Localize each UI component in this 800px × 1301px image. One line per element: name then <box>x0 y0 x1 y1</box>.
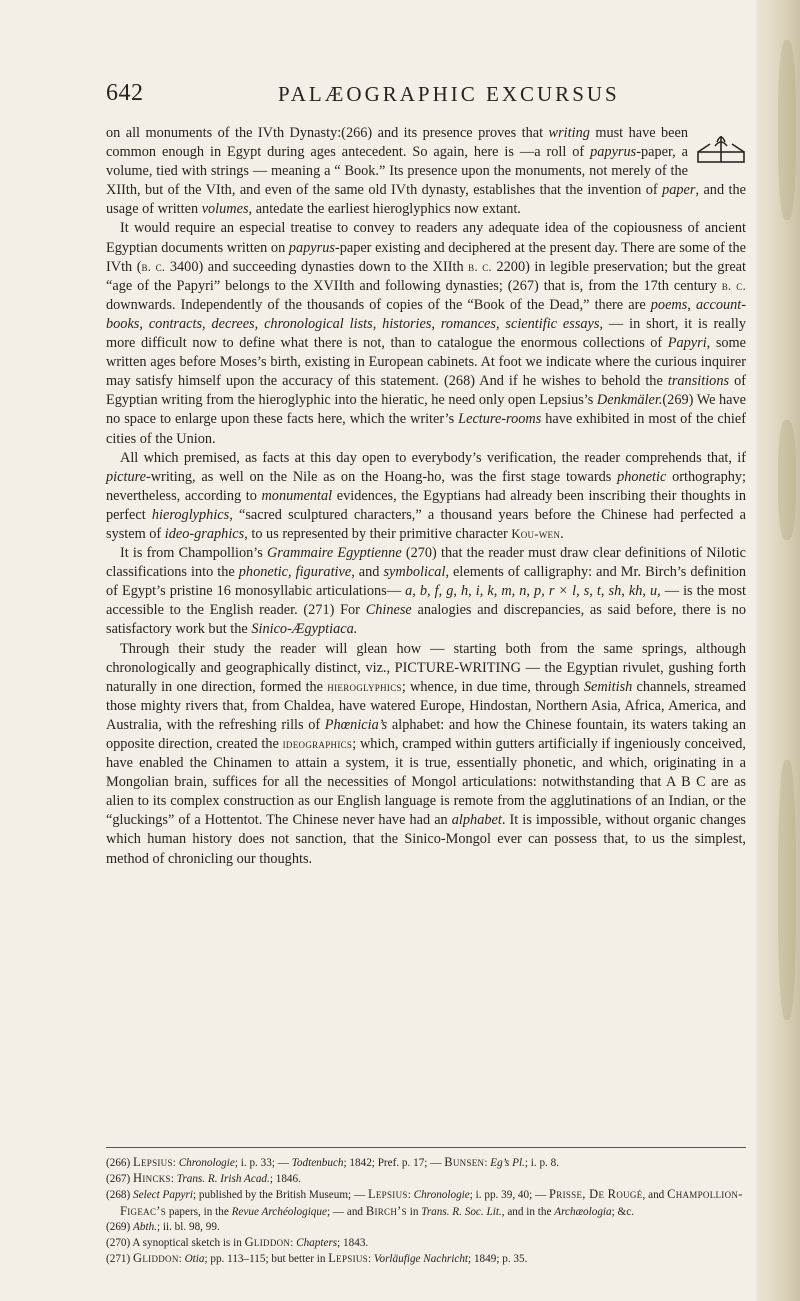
text-run: : <box>290 1237 297 1250</box>
text-run: (267) <box>106 1173 134 1186</box>
italic-text: phonetic, figurative <box>238 564 352 581</box>
text-run: ; which, cramped within gutters artificially if ingeniously conceived, have enabled the Chinamen to attain a system, it is true, essentially phonetic, and which, originating in a Mongolian brain, suffices for all the necessities of Mongol articulations: notwithstanding that A B C are as alien to its complex construction as our English language is remote from the agglutinations of an Indian, or the “gluckings” of a Hottentot. The Chinese never have had an <box>106 736 746 829</box>
text-run: : <box>484 1157 491 1169</box>
small-caps-text: Lepsius <box>328 1251 368 1266</box>
paragraph <box>106 449 746 544</box>
text-run: ; 1842; Pref. p. 17; — <box>343 1157 445 1169</box>
text-run: ; published by the British Museum; — <box>192 1189 368 1202</box>
italic-text: hieroglyphics <box>151 506 230 523</box>
text-run: , and the usage of written <box>106 182 746 218</box>
italic-text: Select Papyri <box>133 1189 193 1202</box>
italic-text: symbolical <box>383 564 446 581</box>
small-caps-text: Gliddon <box>244 1235 291 1250</box>
running-title: PALÆOGRAPHIC EXCURSUS <box>278 82 620 106</box>
text-run: evidences, the Egyptians had already been inscribing their thoughts in perfect <box>106 487 746 523</box>
text-run: ; ii. bl. 98, 99. <box>156 1220 220 1233</box>
edge-stain <box>778 420 796 540</box>
italic-text: poems, account-books, contracts, decrees, chronological lists, histories, romances, scientific essays, <box>106 296 746 332</box>
footnote-rule <box>106 1147 746 1148</box>
text-run: (270) A synoptical sketch is in <box>106 1237 245 1250</box>
text-run: channels, streamed those mighty rivers that, from Chaldea, have watered Europe, Hindostan, Northern Asia, Africa, America, and Australia, with the refreshing rills of <box>106 678 747 733</box>
text-run: on all monuments of the IVth Dynasty:(266) and its presence proves that <box>106 125 549 141</box>
italic-text: Grammaire Egyptienne <box>266 545 402 562</box>
text-run: 2200) in legible preservation; but the great “age of the Papyri” belongs to the XVIIth and following dynasties; (267) that is, from the 17th century <box>106 258 746 294</box>
text-run: It would require an especial treatise to convey to readers any adequate idea of the copiousness of ancient Egyptian documents written on <box>106 220 746 256</box>
italic-text: picture <box>106 468 146 485</box>
small-caps-text: b. c. <box>468 259 492 274</box>
small-caps-text: Hincks <box>133 1171 171 1186</box>
footnote <box>106 1251 746 1267</box>
footnotes <box>106 1155 746 1267</box>
text-run: : <box>367 1253 374 1266</box>
text-run: ; 1849; p. 35. <box>468 1253 528 1266</box>
text-run: — in short, it is really more difficult now to define what there is not, than to catalogue the enormous collections of <box>106 315 746 352</box>
text-run: : <box>178 1253 185 1266</box>
text-run: , elements of calligraphy: and Mr. Birch’s definition of Egypt’s pristine 16 monosyllabic articulations— <box>106 564 746 600</box>
paragraph <box>106 640 746 869</box>
text-run: must have been common enough in Egypt during ages antecedent. So again, here is —a roll of <box>106 125 688 161</box>
text-run: ; 1846. <box>269 1173 301 1186</box>
small-caps-text: Champollion-Figeac’s <box>120 1187 743 1218</box>
text-run: — is the most accessible to the English reader. (271) For <box>106 583 746 619</box>
text-run: , and <box>642 1189 668 1202</box>
small-caps-text: Bunsen <box>444 1155 485 1169</box>
italic-text: papyrus <box>590 144 637 161</box>
small-caps-text: hieroglyphics <box>327 679 402 694</box>
footnote <box>106 1187 746 1219</box>
text-run: -paper, a volume, tied with strings — meaning a “ Book.” Its presence upon the monuments, not merely of the XIIth, but of the VIth, and even of the same old IVth dynasty, establishes that the invention of <box>106 144 688 199</box>
italic-text: Chronologie <box>178 1157 235 1169</box>
text-run: alphabet: and how the Chinese fountain, its waters taking an opposite direction, created the <box>106 716 746 752</box>
italic-text: Otia <box>184 1253 205 1266</box>
paragraph-container <box>106 124 746 869</box>
italic-text: Sinico-Ægyptiaca. <box>251 621 358 638</box>
text-run: (266) <box>106 1157 134 1169</box>
italic-text: Papyri <box>667 335 707 352</box>
italic-text: monumental <box>261 487 333 504</box>
page-edge <box>756 0 800 1301</box>
italic-text: phonetic <box>617 468 667 485</box>
footnote <box>106 1171 746 1187</box>
text-run: ; &c. <box>611 1205 635 1218</box>
edge-stain <box>778 760 796 1020</box>
italic-text: Chinese <box>365 602 412 619</box>
page-number: 642 <box>106 80 144 106</box>
text-run: ; pp. 113–115; but better in <box>204 1253 329 1266</box>
small-caps-text: Lepsius <box>133 1155 173 1169</box>
text-run: downwards. Independently of the thousands of copies of the “Book of the Dead,” there are <box>106 296 651 313</box>
text-run: ; i. p. 8. <box>524 1157 560 1169</box>
text-run: have exhibited in most of the chief cities of the Union. <box>106 411 746 447</box>
text-run: , antedate the earliest hieroglyphics now extant. <box>248 201 521 218</box>
italic-text: Chapters <box>296 1237 338 1250</box>
text-run: ; 1843. <box>337 1237 369 1250</box>
text-run: 3400) and succeeding dynasties down to the XIIth <box>165 258 469 275</box>
text-run: . It is impossible, without organic changes which human history does not sanction, that the Sinico-Mongol ever can possess that, to us the simplest, method of chronicling our thoughts. <box>106 812 746 867</box>
page-header <box>106 80 746 120</box>
text-run: , and in the <box>501 1205 555 1218</box>
small-caps-text: Birch’s <box>365 1203 407 1218</box>
italic-text: Revue Archéologique <box>231 1205 327 1218</box>
text-run: papers, in the <box>166 1205 232 1218</box>
italic-text: alphabet <box>451 812 502 829</box>
edge-stain <box>778 40 796 220</box>
papyrus-roll-hieroglyph-icon <box>696 130 746 164</box>
text-run: All which premised, as facts at this day open to everybody’s verification, the reader comprehends that, if <box>120 449 746 466</box>
italic-text: paper <box>662 182 696 199</box>
body-text <box>106 124 746 869</box>
small-caps-text: Lepsius <box>367 1187 408 1202</box>
italic-text: Eg’s Pl. <box>490 1157 525 1169</box>
italic-text: Phœnicia’s <box>324 716 388 733</box>
paragraph <box>106 124 746 219</box>
italic-text: Archæologia <box>554 1205 612 1218</box>
footnote <box>106 1235 746 1251</box>
italic-text: Trans. R. Soc. Lit. <box>421 1205 502 1218</box>
text-run: orthography; nevertheless, according to <box>106 468 746 504</box>
text-run: ; i. pp. 39, 40; — <box>469 1189 550 1202</box>
text-run: It is from Champollion’s <box>120 545 267 562</box>
italic-text: Todtenbuch <box>291 1157 344 1169</box>
text-run: (269) <box>106 1220 134 1233</box>
small-caps-text: b. c. <box>721 278 746 293</box>
paragraph <box>106 544 746 639</box>
text-run: ; — and <box>326 1205 366 1218</box>
paragraph <box>106 219 746 448</box>
text-run: : <box>172 1157 179 1169</box>
text-run: : <box>170 1173 177 1186</box>
italic-text: transitions <box>667 373 730 390</box>
text-run: Through their study the reader will glean how — starting both from the same springs, although chronologically and geographically distinct, viz., PICTURE-WRITING — the Egyptian rivulet, gushing forth naturally in one direction, formed the <box>106 640 746 695</box>
italic-text: a, b, f, g, h, i, k, m, n, p, r × l, s, t, sh, kh, u, <box>405 583 661 600</box>
italic-text: Chronologie <box>413 1189 470 1202</box>
text-run: (270) that the reader must draw clear definitions of Nilotic classifications into the <box>106 545 746 581</box>
italic-text: Lecture-rooms <box>458 411 542 428</box>
italic-text: Abth. <box>133 1220 157 1233</box>
text-run: -paper existing and deciphered at the present day. There are some of the IVth ( <box>106 239 746 275</box>
footnote <box>106 1220 746 1235</box>
text-run: analogies and discrepancies, as said before, there is no satisfactory work but the <box>106 602 747 638</box>
text-run: (269) We have no space to enlarge upon these facts here, which the writer’s <box>106 392 746 428</box>
text-run: in <box>406 1205 422 1218</box>
text-run: , some written ages before Moses’s birth, existing in European cabinets. At foot we indicate where the curious inquirer may satisfy himself upon the accuracy of this statement. (268) And if he wishes to behold the <box>106 335 746 390</box>
italic-text: papyrus <box>288 239 335 256</box>
italic-text: Trans. R. Irish Acad. <box>176 1173 270 1186</box>
text-run: , and <box>351 564 384 581</box>
text-run: ; i. p. 33; — <box>234 1157 292 1169</box>
small-caps-text: ideographics <box>282 737 353 751</box>
italic-text: ideo-graphics <box>164 525 245 542</box>
italic-text: Denkmäler. <box>596 392 663 409</box>
text-run: -writing, as well on the Nile as on the Hoang-ho, was the first stage towards <box>145 468 618 485</box>
text-run: of Egyptian writing from the hieroglyphic into the hieratic, he need only open Lepsius’s <box>106 373 747 409</box>
small-caps-text: Prisse, De Rougé <box>549 1187 643 1202</box>
text-run: ; whence, in due time, through <box>401 678 584 695</box>
text-run: . <box>560 525 564 542</box>
italic-text: writing <box>548 125 590 141</box>
text-run: (271) <box>106 1253 134 1266</box>
italic-text: Semitish <box>583 678 633 695</box>
text-run: : <box>407 1189 414 1202</box>
italic-text: volumes <box>201 201 249 218</box>
text-run: , “sacred sculptured characters,” a thousand years before the Chinese had perfected a system of <box>106 506 746 542</box>
small-caps-text: b. c. <box>141 259 166 274</box>
text-run: , to us represented by their primitive character <box>244 525 512 542</box>
text-run: (268) <box>106 1189 134 1202</box>
small-caps-text: Kou-wen <box>511 526 561 541</box>
small-caps-text: Gliddon <box>133 1251 179 1266</box>
footnote <box>106 1155 746 1171</box>
italic-text: Vorläufige Nachricht <box>373 1253 469 1266</box>
